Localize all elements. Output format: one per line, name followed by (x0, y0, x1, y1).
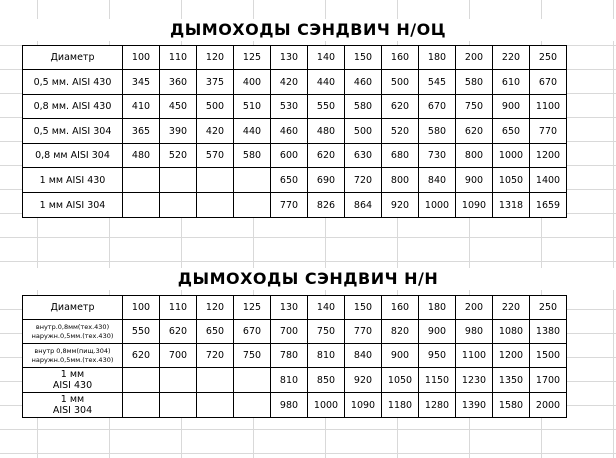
price-cell: 440 (308, 70, 345, 95)
price-cell: 810 (271, 368, 308, 393)
price-cell: 620 (308, 144, 345, 168)
price-cell: 620 (160, 320, 197, 344)
price-cell: 460 (345, 70, 382, 95)
price-cell: 580 (456, 70, 493, 95)
row-label-line: 1 мм AISI 304 (39, 199, 106, 211)
price-cell: 345 (123, 70, 160, 95)
price-cell (234, 193, 271, 218)
price-cell: 545 (419, 70, 456, 95)
price-cell: 680 (382, 144, 419, 168)
price-cell: 1000 (308, 393, 345, 418)
price-cell: 770 (530, 119, 567, 144)
price-cell: 1318 (493, 193, 530, 218)
header-diameter-value: 220 (493, 46, 530, 70)
price-cell: 530 (271, 95, 308, 119)
price-cell: 810 (308, 344, 345, 368)
price-cell: 900 (493, 95, 530, 119)
table-row (23, 344, 567, 368)
price-cell: 850 (308, 368, 345, 393)
price-cell: 410 (123, 95, 160, 119)
price-cell: 700 (160, 344, 197, 368)
table-row (23, 70, 567, 95)
price-cell: 630 (345, 144, 382, 168)
price-cell: 750 (308, 320, 345, 344)
price-cell: 365 (123, 119, 160, 144)
price-cell: 650 (493, 119, 530, 144)
price-cell: 360 (160, 70, 197, 95)
price-cell: 510 (234, 95, 271, 119)
price-cell: 500 (382, 70, 419, 95)
price-cell: 900 (456, 168, 493, 193)
header-row (23, 46, 567, 70)
header-diameter-value: 150 (345, 296, 382, 320)
price-cell: 480 (308, 119, 345, 144)
header-diameter: Диаметр (23, 46, 123, 70)
price-cell: 420 (197, 119, 234, 144)
price-table-galvanized (22, 45, 567, 218)
price-cell: 570 (197, 144, 234, 168)
header-diameter: Диаметр (23, 296, 123, 320)
price-cell: 980 (271, 393, 308, 418)
price-cell: 1090 (345, 393, 382, 418)
price-cell: 600 (271, 144, 308, 168)
row-label-line: AISI 304 (52, 405, 93, 416)
row-label-line: наружн.0,5мм.(тех.430) (31, 331, 114, 340)
price-cell: 780 (271, 344, 308, 368)
price-cell: 980 (456, 320, 493, 344)
header-diameter-value: 120 (197, 46, 234, 70)
price-cell (123, 168, 160, 193)
price-cell: 920 (382, 193, 419, 218)
price-cell (123, 393, 160, 418)
price-cell: 920 (345, 368, 382, 393)
price-cell (197, 168, 234, 193)
price-cell: 1050 (382, 368, 419, 393)
row-label (23, 393, 123, 418)
price-cell (234, 393, 271, 418)
price-cell: 1659 (530, 193, 567, 218)
price-cell (197, 193, 234, 218)
header-diameter-value: 140 (308, 46, 345, 70)
table-row (23, 368, 567, 393)
header-diameter-value: 110 (160, 46, 197, 70)
row-label-line: 0,5 мм. AISI 430 (33, 76, 112, 88)
price-cell: 770 (271, 193, 308, 218)
header-diameter-value: 200 (456, 46, 493, 70)
table-row (23, 393, 567, 418)
header-diameter-value: 200 (456, 296, 493, 320)
header-diameter-value: 100 (123, 46, 160, 70)
table-row (23, 168, 567, 193)
price-cell: 1150 (419, 368, 456, 393)
price-table-stainless (22, 295, 567, 418)
row-label-line: внутр 0,8мм(пищ.304) (34, 346, 111, 355)
price-cell: 520 (160, 144, 197, 168)
price-cell: 864 (345, 193, 382, 218)
price-cell: 620 (382, 95, 419, 119)
price-cell: 390 (160, 119, 197, 144)
price-cell (197, 393, 234, 418)
row-label-line: 0,8 мм AISI 304 (35, 150, 110, 161)
price-cell: 400 (234, 70, 271, 95)
price-cell (160, 193, 197, 218)
row-label-line: 0,8 мм. AISI 430 (33, 101, 112, 112)
price-cell: 520 (382, 119, 419, 144)
price-cell: 826 (308, 193, 345, 218)
price-cell: 620 (123, 344, 160, 368)
price-cell: 770 (345, 320, 382, 344)
price-cell: 480 (123, 144, 160, 168)
table-row (23, 144, 567, 168)
price-cell: 730 (419, 144, 456, 168)
price-cell: 1700 (530, 368, 567, 393)
row-label-line: 1 мм (60, 394, 85, 405)
row-label-line: 1 мм AISI 430 (39, 174, 106, 186)
price-cell: 900 (419, 320, 456, 344)
price-cell: 840 (345, 344, 382, 368)
header-diameter-value: 220 (493, 296, 530, 320)
table-row (23, 95, 567, 119)
price-cell: 460 (271, 119, 308, 144)
price-cell: 670 (530, 70, 567, 95)
header-diameter-value: 130 (271, 296, 308, 320)
price-cell: 690 (308, 168, 345, 193)
table-row (23, 119, 567, 144)
header-diameter-value: 125 (234, 296, 271, 320)
price-cell (234, 368, 271, 393)
header-diameter-value: 250 (530, 296, 567, 320)
row-label-line: внутр.0,8мм(тех.430) (35, 322, 110, 331)
price-cell: 670 (234, 320, 271, 344)
row-label-line: 0,5 мм. AISI 304 (33, 125, 112, 137)
price-cell: 1050 (493, 168, 530, 193)
row-label (23, 368, 123, 393)
table-row (23, 193, 567, 218)
price-cell (160, 368, 197, 393)
price-cell: 1090 (456, 193, 493, 218)
row-label-line: 1 мм (60, 369, 85, 380)
price-cell (160, 393, 197, 418)
price-cell: 650 (271, 168, 308, 193)
row-label (23, 168, 123, 193)
price-cell: 800 (382, 168, 419, 193)
header-diameter-value: 120 (197, 296, 234, 320)
row-label (23, 344, 123, 368)
price-cell: 580 (345, 95, 382, 119)
price-cell: 720 (345, 168, 382, 193)
price-cell: 750 (456, 95, 493, 119)
header-diameter-value: 125 (234, 46, 271, 70)
header-diameter-value: 110 (160, 296, 197, 320)
header-diameter-value: 250 (530, 46, 567, 70)
price-cell: 610 (493, 70, 530, 95)
price-cell: 1180 (382, 393, 419, 418)
price-cell (234, 168, 271, 193)
header-diameter-value: 140 (308, 296, 345, 320)
price-cell: 440 (234, 119, 271, 144)
price-cell: 1200 (493, 344, 530, 368)
price-cell: 620 (456, 119, 493, 144)
price-cell: 550 (123, 320, 160, 344)
header-diameter-value: 180 (419, 46, 456, 70)
price-cell: 550 (308, 95, 345, 119)
price-cell (123, 368, 160, 393)
price-cell: 1080 (493, 320, 530, 344)
price-cell: 500 (345, 119, 382, 144)
price-cell: 1000 (419, 193, 456, 218)
section1-title: ДЫМОХОДЫ СЭНДВИЧ Н/ОЦ (0, 19, 616, 41)
row-label (23, 144, 123, 168)
price-cell: 950 (419, 344, 456, 368)
price-cell: 1500 (530, 344, 567, 368)
price-cell (197, 368, 234, 393)
price-cell: 420 (271, 70, 308, 95)
row-label (23, 193, 123, 218)
row-label-line: наружн.0,5мм.(тех.430) (31, 355, 114, 364)
header-diameter-value: 150 (345, 46, 382, 70)
row-label (23, 320, 123, 344)
header-diameter-value: 130 (271, 46, 308, 70)
price-cell: 1400 (530, 168, 567, 193)
price-cell: 580 (234, 144, 271, 168)
price-cell: 1230 (456, 368, 493, 393)
price-cell: 840 (419, 168, 456, 193)
price-cell (123, 193, 160, 218)
price-cell: 720 (197, 344, 234, 368)
price-cell: 1380 (530, 320, 567, 344)
header-diameter-value: 160 (382, 46, 419, 70)
row-label (23, 70, 123, 95)
row-label-line: AISI 430 (52, 380, 93, 391)
price-cell: 1200 (530, 144, 567, 168)
price-cell: 800 (456, 144, 493, 168)
row-label (23, 119, 123, 144)
price-cell: 1100 (456, 344, 493, 368)
price-cell: 700 (271, 320, 308, 344)
price-cell: 375 (197, 70, 234, 95)
price-cell: 1280 (419, 393, 456, 418)
header-diameter-value: 100 (123, 296, 160, 320)
price-cell: 500 (197, 95, 234, 119)
price-cell: 670 (419, 95, 456, 119)
price-cell: 450 (160, 95, 197, 119)
price-cell: 820 (382, 320, 419, 344)
header-row (23, 296, 567, 320)
price-cell: 1100 (530, 95, 567, 119)
price-cell: 1580 (493, 393, 530, 418)
price-cell: 750 (234, 344, 271, 368)
price-cell: 1000 (493, 144, 530, 168)
header-diameter-value: 180 (419, 296, 456, 320)
row-label (23, 95, 123, 119)
price-cell (160, 168, 197, 193)
table-row (23, 320, 567, 344)
price-cell: 900 (382, 344, 419, 368)
section2-title: ДЫМОХОДЫ СЭНДВИЧ Н/Н (0, 268, 616, 290)
header-diameter-value: 160 (382, 296, 419, 320)
price-cell: 1390 (456, 393, 493, 418)
price-cell: 580 (419, 119, 456, 144)
price-cell: 2000 (530, 393, 567, 418)
price-cell: 650 (197, 320, 234, 344)
price-cell: 1350 (493, 368, 530, 393)
